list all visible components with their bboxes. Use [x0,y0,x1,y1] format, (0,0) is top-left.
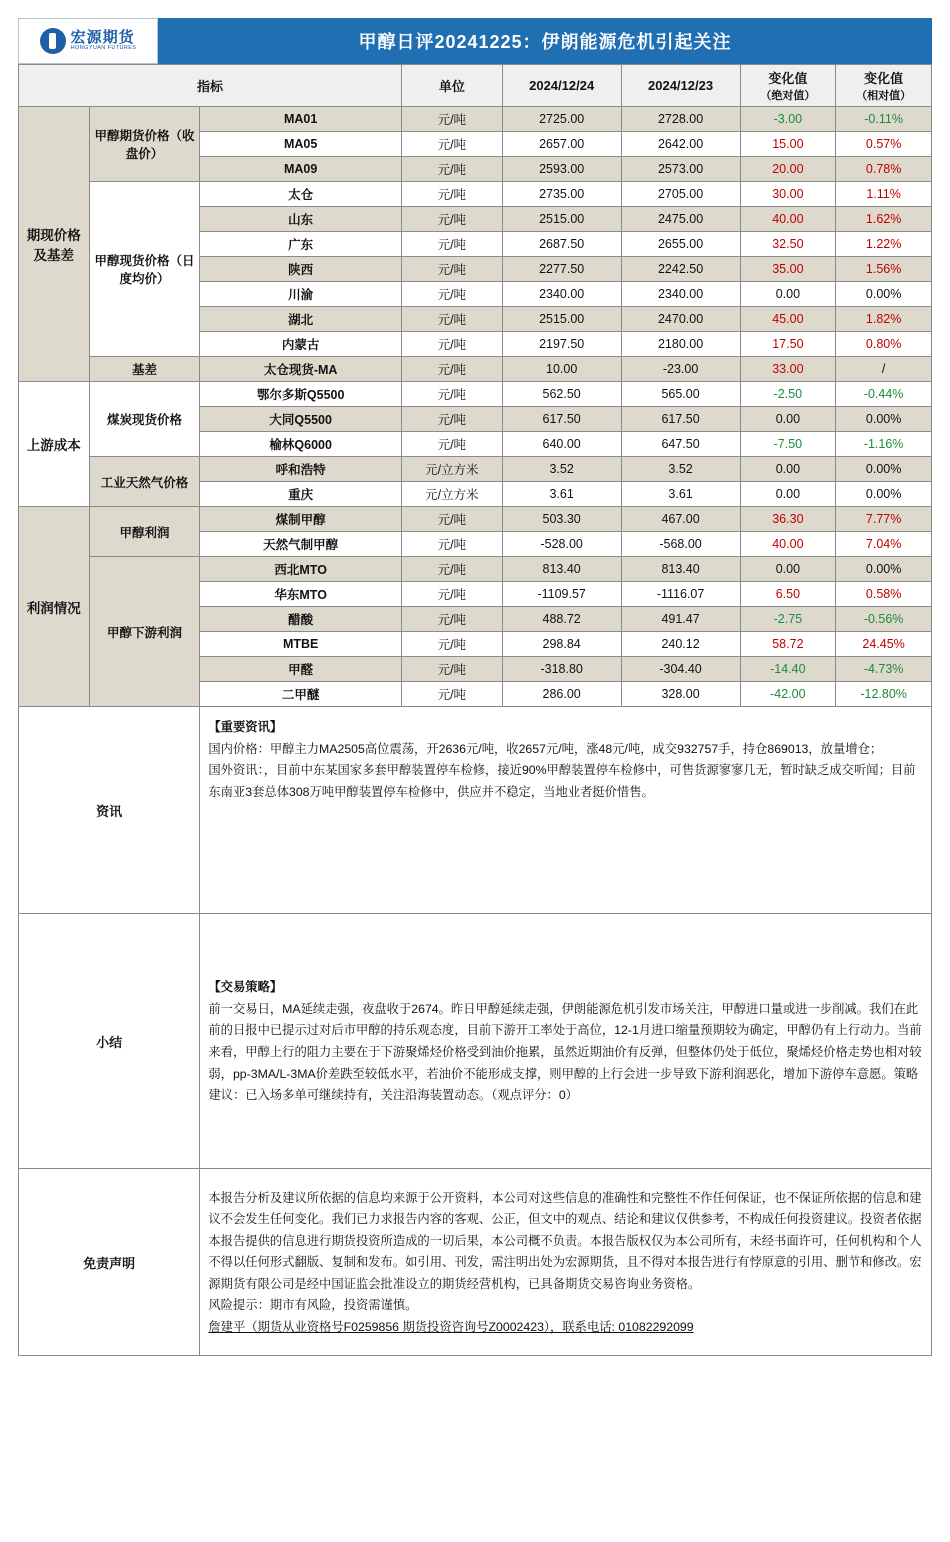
row-name: 西北MTO [200,557,402,582]
row-change-rel: -0.56% [836,607,932,632]
row-value-date2: 2705.00 [621,182,740,207]
row-unit: 元/吨 [401,432,502,457]
row-value-date1: 10.00 [502,357,621,382]
logo-mark-icon [40,28,66,54]
row-value-date2: 2242.50 [621,257,740,282]
row-value-date1: -1109.57 [502,582,621,607]
row-value-date1: 286.00 [502,682,621,707]
row-value-date1: 2515.00 [502,207,621,232]
row-unit: 元/吨 [401,582,502,607]
row-value-date2: -1116.07 [621,582,740,607]
col-change-rel-sub: （相对值） [856,90,912,102]
row-value-date1: 2277.50 [502,257,621,282]
company-logo [18,18,158,64]
row-name: 重庆 [200,482,402,507]
logo-chinese-name: 宏源期货 [70,29,135,47]
row-name: 川渝 [200,282,402,307]
row-change-rel: 0.00% [836,407,932,432]
row-name: MTBE [200,632,402,657]
col-unit: 单位 [401,65,502,107]
row-value-date1: 3.61 [502,482,621,507]
row-value-date1: 2515.00 [502,307,621,332]
row-change-abs: -2.75 [740,607,836,632]
row-unit: 元/吨 [401,382,502,407]
row-unit: 元/吨 [401,182,502,207]
subgroup-label: 煤炭现货价格 [89,382,200,457]
subgroup-label: 基差 [89,357,200,382]
row-change-rel: 0.57% [836,132,932,157]
row-change-rel: 0.58% [836,582,932,607]
row-change-rel: -1.16% [836,432,932,457]
row-name: 二甲醚 [200,682,402,707]
row-name: 湖北 [200,307,402,332]
row-unit: 元/吨 [401,207,502,232]
row-value-date2: 2655.00 [621,232,740,257]
table-row [19,357,932,382]
row-value-date2: -23.00 [621,357,740,382]
row-change-abs: 58.72 [740,632,836,657]
row-change-abs: 20.00 [740,157,836,182]
page-title: 甲醇日评20241225：伊朗能源危机引起关注 [158,18,932,64]
row-change-abs: 32.50 [740,232,836,257]
row-unit: 元/立方米 [401,482,502,507]
row-name: MA05 [200,132,402,157]
row-value-date2: 2642.00 [621,132,740,157]
row-value-date1: 503.30 [502,507,621,532]
row-change-abs: -42.00 [740,682,836,707]
disclaimer-risk: 风险提示：期市有风险，投资需谨慎。 [208,1298,418,1313]
row-unit: 元/吨 [401,607,502,632]
summary-title: 【交易策略】 [208,980,283,995]
row-value-date1: 617.50 [502,407,621,432]
row-name: MA09 [200,157,402,182]
news-content [200,707,932,914]
row-value-date1: 2687.50 [502,232,621,257]
row-value-date1: 2735.00 [502,182,621,207]
row-name: 广东 [200,232,402,257]
row-value-date2: 2728.00 [621,107,740,132]
disclaimer-section-row [19,1169,932,1356]
row-change-rel: 0.78% [836,157,932,182]
row-change-rel: 24.45% [836,632,932,657]
row-unit: 元/吨 [401,232,502,257]
row-change-abs: -7.50 [740,432,836,457]
row-change-abs: 33.00 [740,357,836,382]
row-unit: 元/吨 [401,157,502,182]
row-name: 太仓现货-MA [200,357,402,382]
row-change-rel: 0.00% [836,557,932,582]
row-unit: 元/吨 [401,107,502,132]
row-change-rel: 0.00% [836,457,932,482]
table-row [19,557,932,582]
row-value-date2: 565.00 [621,382,740,407]
row-value-date2: 2475.00 [621,207,740,232]
row-unit: 元/吨 [401,257,502,282]
row-name: 陕西 [200,257,402,282]
row-name: 甲醛 [200,657,402,682]
table-row [19,107,932,132]
row-value-date1: -528.00 [502,532,621,557]
row-change-abs: 6.50 [740,582,836,607]
summary-label: 小结 [19,914,200,1169]
row-unit: 元/吨 [401,682,502,707]
row-change-abs: 0.00 [740,557,836,582]
row-unit: 元/吨 [401,332,502,357]
news-label: 资讯 [19,707,200,914]
row-value-date1: 488.72 [502,607,621,632]
row-value-date2: 2340.00 [621,282,740,307]
row-change-rel: -0.44% [836,382,932,407]
table-row [19,382,932,407]
row-change-abs: 17.50 [740,332,836,357]
group-label: 上游成本 [19,382,90,507]
row-change-rel: 1.22% [836,232,932,257]
row-name: 呼和浩特 [200,457,402,482]
row-unit: 元/立方米 [401,457,502,482]
row-value-date2: 617.50 [621,407,740,432]
row-value-date1: 3.52 [502,457,621,482]
row-value-date2: 328.00 [621,682,740,707]
row-value-date2: 3.61 [621,482,740,507]
row-change-rel: 1.62% [836,207,932,232]
subgroup-label: 甲醇期货价格（收盘价） [89,107,200,182]
row-change-abs: 0.00 [740,282,836,307]
row-unit: 元/吨 [401,282,502,307]
news-line-2: 国外资讯：，目前中东某国家多套甲醇装置停车检修，接近90%甲醇装置停车检修中，可售货源寥寥几无，暂时缺乏成交听闻；目前东南亚3套总体308万吨甲醇装置停车检修中，供应并不稳定，当地业者挺价惜售。 [208,763,916,799]
row-name: 醋酸 [200,607,402,632]
row-unit: 元/吨 [401,632,502,657]
table-header-row [19,65,932,107]
row-value-date1: 2725.00 [502,107,621,132]
summary-content [200,914,932,1169]
row-value-date1: 640.00 [502,432,621,457]
row-name: MA01 [200,107,402,132]
subgroup-label: 甲醇利润 [89,507,200,557]
col-change-rel [836,65,932,107]
row-name: 华东MTO [200,582,402,607]
row-change-abs: 35.00 [740,257,836,282]
row-name: 太仓 [200,182,402,207]
row-name: 煤制甲醇 [200,507,402,532]
row-value-date1: 2657.00 [502,132,621,157]
row-value-date1: -318.80 [502,657,621,682]
row-value-date1: 562.50 [502,382,621,407]
row-change-rel: / [836,357,932,382]
row-value-date2: 647.50 [621,432,740,457]
row-value-date2: 491.47 [621,607,740,632]
row-change-rel: -0.11% [836,107,932,132]
col-indicator: 指标 [19,65,402,107]
row-name: 内蒙古 [200,332,402,357]
disclaimer-content [200,1169,932,1356]
news-title: 【重要资讯】 [208,720,283,734]
row-unit: 元/吨 [401,307,502,332]
summary-section-row [19,914,932,1169]
table-row [19,457,932,482]
row-unit: 元/吨 [401,657,502,682]
row-change-abs: 45.00 [740,307,836,332]
row-unit: 元/吨 [401,357,502,382]
subgroup-label: 工业天然气价格 [89,457,200,507]
row-change-abs: 40.00 [740,532,836,557]
row-name: 大同Q5500 [200,407,402,432]
row-value-date2: 2573.00 [621,157,740,182]
row-change-rel: 1.82% [836,307,932,332]
report-header [18,18,932,64]
col-date1: 2024/12/24 [502,65,621,107]
col-change-rel-main: 变化值 [864,71,904,86]
row-change-abs: 0.00 [740,482,836,507]
row-name: 山东 [200,207,402,232]
row-change-abs: -14.40 [740,657,836,682]
row-change-abs: 0.00 [740,457,836,482]
row-value-date2: 2180.00 [621,332,740,357]
row-name: 天然气制甲醇 [200,532,402,557]
row-change-rel: 0.80% [836,332,932,357]
row-unit: 元/吨 [401,132,502,157]
col-change-abs [740,65,836,107]
subgroup-label: 甲醇下游利润 [89,557,200,707]
row-name: 榆林Q6000 [200,432,402,457]
row-unit: 元/吨 [401,407,502,432]
row-value-date2: 813.40 [621,557,740,582]
row-change-abs: 36.30 [740,507,836,532]
group-label: 利润情况 [19,507,90,707]
col-change-abs-main: 变化值 [768,71,808,86]
col-date2: 2024/12/23 [621,65,740,107]
row-unit: 元/吨 [401,532,502,557]
disclaimer-label: 免责声明 [19,1169,200,1356]
row-change-rel: -4.73% [836,657,932,682]
summary-body: 前一交易日，MA延续走强，夜盘收于2674。昨日甲醇延续走强，伊朗能源危机引发市场关注，甲醇进口量或进一步削减。我们在此前的日报中已提示过对后市甲醇的持乐观态度，目前下游开工率处于高位，12-1月进口缩量预期较为确定，甲醇仍有上行动力。当前来看，甲醇上行的阻力主要在于下游聚烯烃价格受到油价拖累，虽然近期油价有反弹，但整体仍处于低位，聚烯烃价格走势也相对较弱，pp-3MA/L-3MA价差跌至较低水平，若油价不能形成支撑，则甲醇的上行会进一步导致下游利润恶化，增加下游停车意愿。策略建议：已入场多单可继续持有，关注沿海装置动态。（观点评分：0） [208,1001,922,1103]
row-value-date1: 2340.00 [502,282,621,307]
row-value-date1: 298.84 [502,632,621,657]
row-change-abs: -3.00 [740,107,836,132]
row-name: 鄂尔多斯Q5500 [200,382,402,407]
logo-english-name: HONGYUAN FUTURES [70,44,137,51]
disclaimer-contact: 詹建平（期货从业资格号F0259856 期货投资咨询号Z0002423），联系电话: 01082292099 [208,1319,694,1334]
row-value-date2: 2470.00 [621,307,740,332]
row-change-abs: -2.50 [740,382,836,407]
table-row [19,182,932,207]
row-change-abs: 30.00 [740,182,836,207]
row-change-abs: 40.00 [740,207,836,232]
disclaimer-body: 本报告分析及建议所依据的信息均来源于公开资料，本公司对这些信息的准确性和完整性不作任何保证，也不保证所依据的信息和建议不会发生任何变化。我们已力求报告内容的客观、公正，但文中的观点、结论和建议仅供参考，不构成任何投资建议。投资者依据本报告提供的信息进行期货投资所造成的一切后果，本公司概不负责。本报告版权仅为本公司所有，未经书面许可，任何机构和个人不得以任何形式翻版、复制和发布。如引用、刊发，需注明出处为宏源期货，且不得对本报告进行有悖原意的引用、删节和修改。宏源期货有限公司是经中国证监会批准设立的期货经营机构，已具备期货交易咨询业务资格。 [208,1190,922,1291]
row-change-abs: 15.00 [740,132,836,157]
col-change-abs-sub: （绝对值） [760,90,816,102]
row-value-date2: -304.40 [621,657,740,682]
row-unit: 元/吨 [401,557,502,582]
subgroup-label: 甲醇现货价格（日度均价） [89,182,200,357]
row-value-date1: 813.40 [502,557,621,582]
row-value-date1: 2197.50 [502,332,621,357]
row-value-date1: 2593.00 [502,157,621,182]
row-value-date2: -568.00 [621,532,740,557]
row-change-abs: 0.00 [740,407,836,432]
group-label: 期现价格及基差 [19,107,90,382]
row-value-date2: 3.52 [621,457,740,482]
news-section-row [19,707,932,914]
row-change-rel: 0.00% [836,482,932,507]
row-value-date2: 240.12 [621,632,740,657]
row-change-rel: 7.77% [836,507,932,532]
indicator-table [18,64,932,1356]
news-line-1: 国内价格：甲醇主力MA2505高位震荡，开2636元/吨，收2657元/吨，涨48元/吨，成交932757手，持仓869013，放量增仓； [208,741,883,756]
row-value-date2: 467.00 [621,507,740,532]
row-change-rel: 7.04% [836,532,932,557]
row-change-rel: 1.11% [836,182,932,207]
table-row [19,507,932,532]
row-change-rel: 1.56% [836,257,932,282]
row-unit: 元/吨 [401,507,502,532]
row-change-rel: -12.80% [836,682,932,707]
row-change-rel: 0.00% [836,282,932,307]
